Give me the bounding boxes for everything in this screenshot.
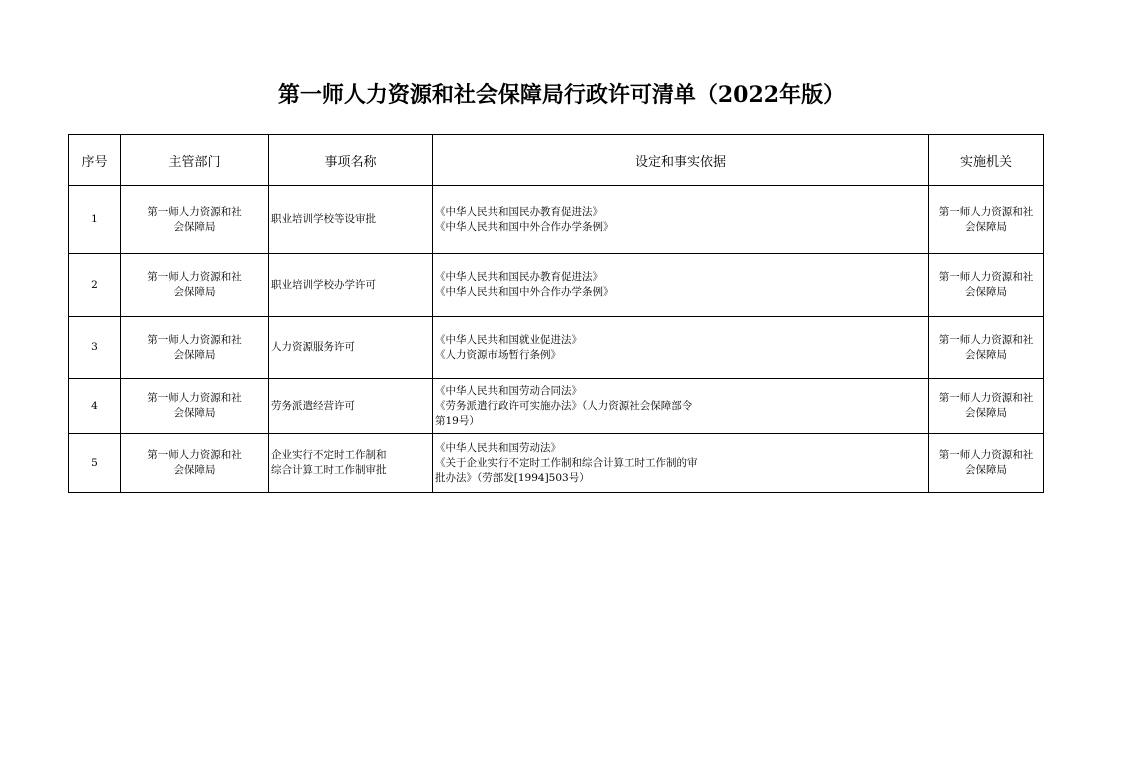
basis-line: 《关于企业实行不定时工作制和综合计算工时工作制的审 — [435, 456, 698, 469]
basis-cell — [433, 317, 929, 379]
item-name-line: 劳务派遣经营许可 — [271, 399, 355, 412]
basis-line: 《人力资源市场暂行条例》 — [435, 348, 561, 361]
department-line: 会保障局 — [173, 407, 216, 419]
item-name-cell — [269, 379, 433, 434]
column-header-item-name: 事项名称 — [269, 135, 433, 186]
basis-line: 《中华人民共和国劳动法》 — [435, 441, 561, 454]
basis-line: 《中华人民共和国民办教育促进法》 — [435, 205, 603, 218]
item-name-cell — [269, 434, 433, 493]
row-number: 1 — [69, 186, 121, 254]
department-line: 会保障局 — [173, 348, 216, 361]
table-header-row — [69, 135, 1044, 186]
agency-line: 第一师人力资源和社 — [938, 333, 1034, 346]
page-title: 第一师人力资源和社会保障局行政许可清单（2022年版） — [277, 82, 846, 108]
item-name-line: 人力资源服务许可 — [271, 341, 355, 353]
department-line: 第一师人力资源和社 — [147, 449, 242, 461]
item-name-line: 综合计算工时工作制审批 — [271, 464, 387, 476]
basis-cell — [433, 379, 929, 434]
agency-line: 第一师人力资源和社 — [938, 392, 1034, 404]
row-number: 3 — [69, 317, 121, 379]
agency-line: 会保障局 — [965, 220, 1007, 233]
department-cell — [121, 317, 269, 379]
agency-cell — [929, 317, 1044, 379]
agency-line: 第一师人力资源和社 — [938, 449, 1034, 461]
table-row — [69, 186, 1044, 254]
row-number: 4 — [69, 379, 121, 434]
basis-cell — [433, 186, 929, 254]
agency-line: 第一师人力资源和社 — [938, 205, 1034, 218]
item-name-line: 企业实行不定时工作制和 — [271, 449, 387, 461]
department-cell — [121, 434, 269, 493]
permit-table — [68, 134, 1044, 493]
agency-cell — [929, 434, 1044, 493]
basis-line: 《中华人民共和国民办教育促进法》 — [435, 271, 603, 283]
agency-cell — [929, 186, 1044, 254]
column-header-number: 序号 — [69, 135, 121, 186]
column-header-agency: 实施机关 — [929, 135, 1044, 186]
table-row — [69, 317, 1044, 379]
department-cell — [121, 254, 269, 317]
column-header-basis: 设定和事实依据 — [433, 135, 929, 186]
agency-cell — [929, 254, 1044, 317]
basis-line: 《中华人民共和国中外合作办学条例》 — [435, 220, 614, 233]
department-cell — [121, 379, 269, 434]
item-name-line: 职业培训学校等设审批 — [271, 213, 376, 225]
item-name-cell — [269, 186, 433, 254]
basis-cell — [433, 254, 929, 317]
department-line: 第一师人力资源和社 — [147, 333, 242, 346]
department-line: 会保障局 — [173, 220, 216, 233]
basis-line: 批办法》（劳部发[1994]503号） — [435, 471, 590, 484]
agency-line: 第一师人力资源和社 — [938, 271, 1034, 283]
department-line: 第一师人力资源和社 — [147, 205, 242, 218]
department-line: 会保障局 — [173, 286, 216, 298]
department-line: 第一师人力资源和社 — [147, 271, 242, 283]
agency-line: 会保障局 — [965, 286, 1007, 298]
basis-line: 《中华人民共和国中外合作办学条例》 — [435, 286, 614, 298]
table-row — [69, 434, 1044, 493]
item-name-cell — [269, 317, 433, 379]
agency-line: 会保障局 — [965, 348, 1007, 361]
basis-line: 第19号） — [435, 414, 480, 427]
agency-line: 会保障局 — [965, 407, 1007, 419]
table-row — [69, 254, 1044, 317]
basis-line: 《中华人民共和国劳动合同法》 — [435, 384, 582, 397]
item-name-cell — [269, 254, 433, 317]
basis-cell — [433, 434, 929, 493]
row-number: 2 — [69, 254, 121, 317]
basis-line: 《中华人民共和国就业促进法》 — [435, 333, 582, 346]
basis-line: 《劳务派遣行政许可实施办法》（人力资源社会保障部令 — [435, 399, 693, 412]
table-row — [69, 379, 1044, 434]
column-header-department: 主管部门 — [121, 135, 269, 186]
department-cell — [121, 186, 269, 254]
department-line: 会保障局 — [173, 464, 216, 476]
agency-line: 会保障局 — [965, 464, 1007, 476]
item-name-line: 职业培训学校办学许可 — [271, 278, 376, 291]
agency-cell — [929, 379, 1044, 434]
row-number: 5 — [69, 434, 121, 493]
department-line: 第一师人力资源和社 — [147, 392, 242, 404]
